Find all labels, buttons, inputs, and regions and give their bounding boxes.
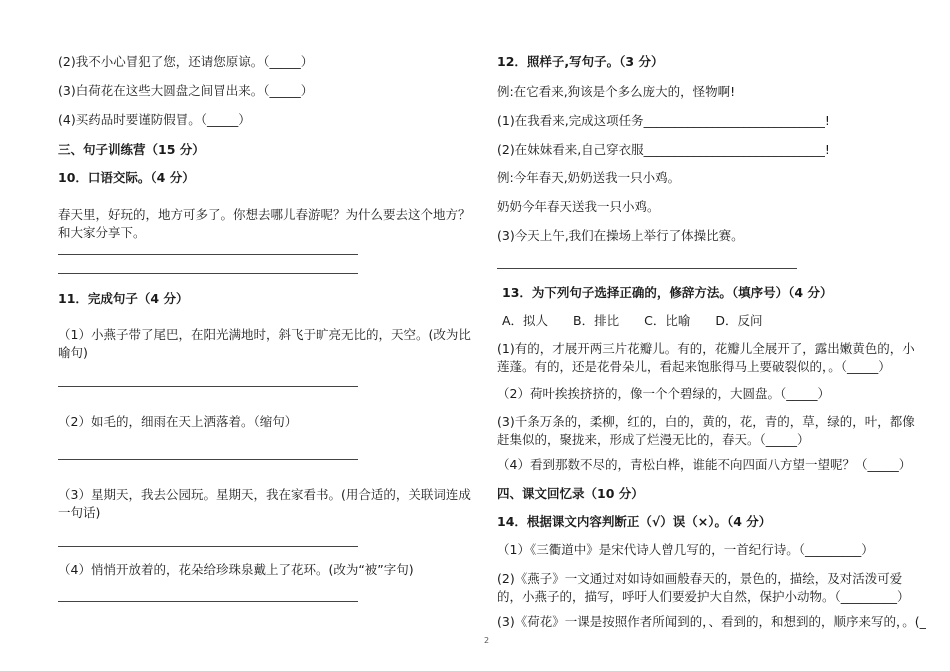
q12-item-1: (1)在我看来,完成这项任务_____________________________!: [497, 113, 830, 128]
q11-item-3: （3）星期天，我去公园玩。星期天，我在家看书。(用合适的，关联词连成一句话): [58, 487, 471, 520]
q11-title: 11．完成句子（4 分）: [58, 291, 189, 306]
q13-item-3: (3)千条万条的，柔柳，红的，白的，黄的，花，青的，草，绿的，叶，都像赶集似的，聚拢来，形成了烂漫无比的，春天。（_____）: [497, 414, 915, 447]
section-4-title: 四、课文回忆录（10 分）: [497, 486, 644, 501]
q11-item-4: （4）悄悄开放着的，花朵给珍珠泉戴上了花环。(改为“被”字句): [58, 562, 414, 577]
q14-item-2: (2)《燕子》一文通过对如诗如画般春天的，景色的，描绘，及对活泼可爱的，小燕子的，描写，呼吁人们要爱护大自然，保护小动物。（_________）: [497, 571, 910, 604]
q11-item-2: （2）如毛的，细雨在天上洒落着。（缩句）: [58, 414, 298, 429]
q9-item-2: (2)我不小心冒犯了您，还请您原谅。（_____）: [58, 54, 314, 69]
q14-title: 14．根据课文内容判断正（√）误（×）。（4 分）: [497, 514, 772, 529]
section-3-title: 三、句子训练营（15 分）: [58, 142, 205, 157]
q12-example-2b: 奶奶今年春天送我一只小鸡。: [497, 199, 660, 214]
q9-item-3: (3)白荷花在这些大圆盘之间冒出来。（_____）: [58, 83, 314, 98]
q14-item-1: （1）《三衢道中》是宋代诗人曾几写的，一首纪行诗。（_________）: [497, 542, 874, 557]
q12-example-2: 例:今年春天,奶奶送我一只小鸡。: [497, 170, 681, 185]
q12-title: 12．照样子,写句子。（3 分）: [497, 54, 664, 69]
answer-line: [58, 273, 358, 274]
q12-example-1: 例:在它看来,狗该是个多么庞大的，怪物啊!: [497, 84, 736, 99]
answer-line: [58, 601, 358, 602]
answer-line: [58, 459, 358, 460]
q10-text: 春天里，好玩的，地方可多了。你想去哪儿春游呢？为什么要去这个地方？和大家分享下。: [58, 207, 471, 240]
q13-item-4: （4）看到那数不尽的，青松白桦，谁能不向四面八方望一望呢？（_____）: [497, 457, 912, 472]
q13-options: A．拟人 B．排比 C．比喻 D．反问: [502, 313, 763, 328]
answer-line: [58, 254, 358, 255]
answer-line: [497, 268, 797, 269]
q11-item-1: （1）小燕子带了尾巴，在阳光满地时，斜飞于旷亮无比的，天空。(改为比喻句): [58, 327, 471, 360]
answer-line: [58, 386, 358, 387]
page-number: 2: [484, 636, 490, 645]
q10-title: 10．口语交际。（4 分）: [58, 170, 195, 185]
answer-line: [58, 546, 358, 547]
q9-item-4: (4)买药品时要谨防假冒。（_____）: [58, 112, 251, 127]
q13-item-2: （2）荷叶挨挨挤挤的，像一个个碧绿的，大圆盘。（_____）: [497, 386, 830, 401]
q12-item-3: (3)今天上午,我们在操场上举行了体操比赛。: [497, 228, 744, 243]
q14-item-3: (3)《荷花》一课是按照作者所闻到的，、看到的，和想到的，顺序来写的，。(_: [497, 614, 926, 629]
q13-item-1: (1)有的，才展开两三片花瓣儿。有的，花瓣儿全展开了，露出嫩黄色的，小莲蓬。有的，还是花骨朵儿，看起来饱胀得马上要破裂似的，。（_____）: [497, 341, 915, 374]
q12-item-2: (2)在妹妹看来,自己穿衣服_____________________________!: [497, 142, 830, 157]
q13-title: 13．为下列句子选择正确的，修辞方法。（填序号）（4 分）: [502, 285, 833, 300]
